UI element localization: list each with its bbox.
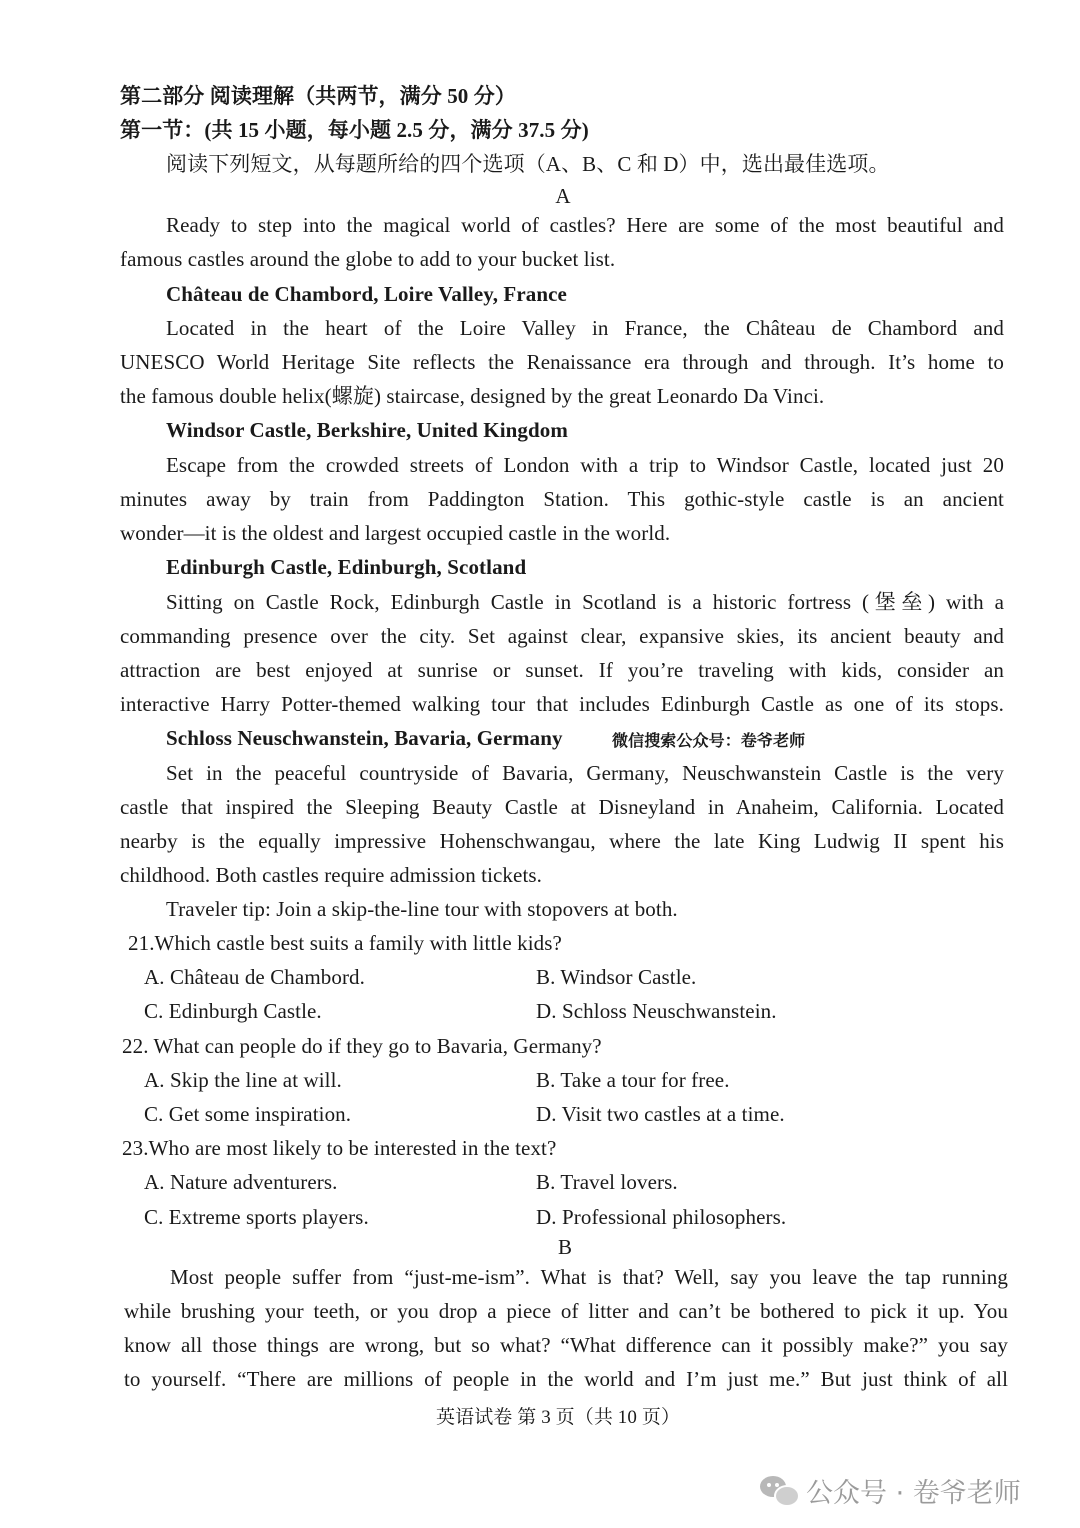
paragraph-line: famous castles around the globe to add to your bucket list. bbox=[120, 247, 616, 271]
footer-watermark-text: 公众号 · 卷爷老师 bbox=[806, 1477, 1021, 1509]
option-c: C. Extreme sports players. bbox=[144, 1205, 369, 1229]
question-stem: 23.Who are most likely to be interested in the text? bbox=[122, 1136, 557, 1160]
option-c: C. Edinburgh Castle. bbox=[144, 999, 322, 1023]
paragraph-line: castle that inspired the Sleeping Beauty Castle at Disneyland in Anaheim, California. Located bbox=[120, 795, 1004, 819]
paragraph-line: Set in the peaceful countryside of Bavaria, Germany, Neuschwanstein Castle is the very bbox=[166, 761, 1004, 785]
paragraph-line: UNESCO World Heritage Site reflects the Renaissance era through and through. It’s home to bbox=[120, 350, 1004, 374]
paragraph-line: Most people suffer from “just-me-ism”. What is that? Well, say you leave the tap running bbox=[170, 1265, 1008, 1289]
page-number: 英语试卷 第 3 页（共 10 页） bbox=[436, 1407, 681, 1428]
paragraph-line: wonder—it is the oldest and largest occupied castle in the world. bbox=[120, 521, 671, 545]
part-title: 第二部分 阅读理解（共两节，满分 50 分） bbox=[120, 84, 516, 108]
paragraph-line: while brushing your teeth, or you drop a piece of litter and can’t be bothered to pick it up. You bbox=[124, 1299, 1008, 1323]
option-b: B. Travel lovers. bbox=[536, 1170, 678, 1194]
instruction: 阅读下列短文，从每题所给的四个选项（A、B、C 和 D）中，选出最佳选项。 bbox=[166, 152, 890, 176]
wechat-icon bbox=[760, 1474, 798, 1506]
option-d: D. Schloss Neuschwanstein. bbox=[536, 999, 777, 1023]
paragraph-line: minutes away by train from Paddington Station. This gothic-style castle is an ancient bbox=[120, 487, 1004, 511]
castle-heading-chambord: Château de Chambord, Loire Valley, France bbox=[166, 282, 567, 306]
option-c: C. Get some inspiration. bbox=[144, 1102, 352, 1126]
question-stem: 22. What can people do if they go to Bavaria, Germany? bbox=[122, 1034, 602, 1058]
option-b: B. Take a tour for free. bbox=[536, 1068, 730, 1092]
paragraph-line: know all those things are wrong, but so what? “What difference can it possibly make?” you say bbox=[124, 1333, 1008, 1357]
paragraph-line: interactive Harry Potter-themed walking tour that includes Edinburgh Castle as one of its stops. bbox=[120, 692, 1004, 716]
castle-heading-neuschwanstein: Schloss Neuschwanstein, Bavaria, Germany bbox=[166, 726, 563, 750]
footer-watermark bbox=[760, 1470, 1021, 1510]
option-a: A. Nature adventurers. bbox=[144, 1170, 338, 1194]
paragraph-line: the famous double helix(螺旋) staircase, designed by the great Leonardo Da Vinci. bbox=[120, 384, 825, 408]
paragraph-line: commanding presence over the city. Set against clear, expansive skies, its ancient beauty and bbox=[120, 624, 1004, 648]
paragraph-line: childhood. Both castles require admission tickets. bbox=[120, 863, 543, 887]
castle-heading-windsor: Windsor Castle, Berkshire, United Kingdom bbox=[166, 418, 568, 442]
option-d: D. Professional philosophers. bbox=[536, 1205, 787, 1229]
paragraph-line: to yourself. “There are millions of people in the world and I’m just me.” But just think of all bbox=[124, 1367, 1008, 1391]
passage-label-a: A bbox=[555, 184, 571, 208]
paragraph-line: Sitting on Castle Rock, Edinburgh Castle in Scotland is a historic fortress (堡垒) with a bbox=[166, 590, 1004, 614]
paragraph-line: Escape from the crowded streets of London with a trip to Windsor Castle, located just 20 bbox=[166, 453, 1004, 477]
inline-watermark: 微信搜索公众号：卷爷老师 bbox=[612, 731, 806, 750]
question-stem: 21.Which castle best suits a family with little kids? bbox=[128, 931, 562, 955]
paragraph-line: attraction are best enjoyed at sunrise or sunset. If you’re traveling with kids, consider an bbox=[120, 658, 1004, 682]
option-a: A. Skip the line at will. bbox=[144, 1068, 342, 1092]
castle-heading-edinburgh: Edinburgh Castle, Edinburgh, Scotland bbox=[166, 555, 527, 579]
paragraph-line: nearby is the equally impressive Hohenschwangau, where the late King Ludwig II spent his bbox=[120, 829, 1004, 853]
option-b: B. Windsor Castle. bbox=[536, 965, 697, 989]
traveler-tip: Traveler tip: Join a skip-the-line tour with stopovers at both. bbox=[166, 897, 678, 921]
option-a: A. Château de Chambord. bbox=[144, 965, 365, 989]
paragraph-line: Ready to step into the magical world of castles? Here are some of the most beautiful and bbox=[166, 213, 1004, 237]
option-d: D. Visit two castles at a time. bbox=[536, 1102, 785, 1126]
paragraph-line: Located in the heart of the Loire Valley in France, the Château de Chambord and bbox=[166, 316, 1004, 340]
passage-label-b: B bbox=[557, 1235, 573, 1259]
section-title: 第一节：(共 15 小题，每小题 2.5 分，满分 37.5 分) bbox=[120, 118, 589, 142]
